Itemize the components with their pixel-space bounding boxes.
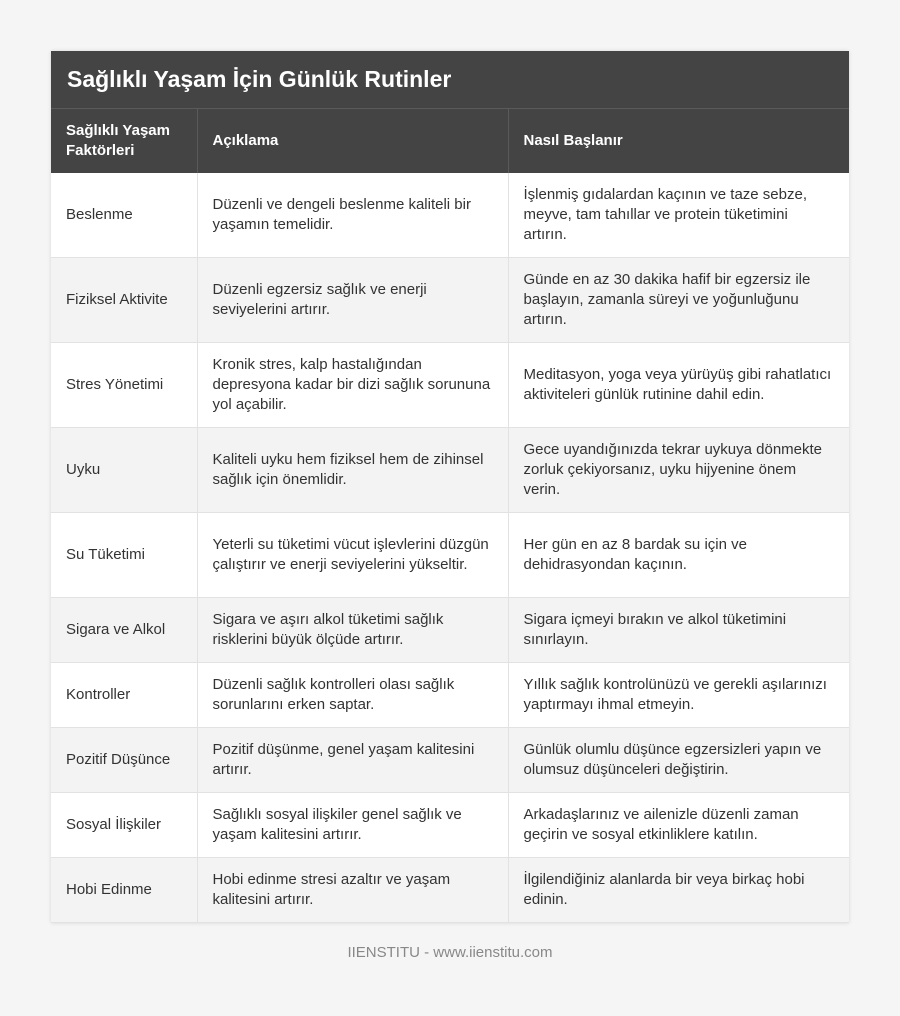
table-row (51, 258, 849, 343)
factor-cell: Pozitif Düşünce (51, 728, 197, 793)
how-to-start-cell: Yıllık sağlık kontrolünüzü ve gerekli aşılarınızı yaptırmayı ihmal etmeyin. (508, 663, 849, 728)
footer-credit: IIENSTITU - www.iienstitu.com (347, 944, 553, 961)
description-cell: Hobi edinme stresi azaltır ve yaşam kalitesini artırır. (197, 858, 508, 923)
table-row (51, 513, 849, 598)
description-cell: Yeterli su tüketimi vücut işlevlerini düzgün çalıştırır ve enerji seviyelerini yükseltir. (197, 513, 508, 598)
how-to-start-cell: Günde en az 30 dakika hafif bir egzersiz ile başlayın, zamanla süreyi ve yoğunluğunu artırın. (508, 258, 849, 343)
factor-cell: Uyku (51, 428, 197, 513)
factor-cell: Hobi Edinme (51, 858, 197, 923)
description-cell: Sigara ve aşırı alkol tüketimi sağlık risklerini büyük ölçüde artırır. (197, 598, 508, 663)
table-row (51, 793, 849, 858)
factor-cell: Beslenme (51, 173, 197, 258)
table-row (51, 598, 849, 663)
description-cell: Pozitif düşünme, genel yaşam kalitesini artırır. (197, 728, 508, 793)
table-title: Sağlıklı Yaşam İçin Günlük Rutinler (51, 51, 849, 109)
table-row (51, 728, 849, 793)
how-to-start-cell: İşlenmiş gıdalardan kaçının ve taze sebze, meyve, tam tahıllar ve protein tüketimini artırın. (508, 173, 849, 258)
column-header-description: Açıklama (197, 109, 508, 173)
description-cell: Sağlıklı sosyal ilişkiler genel sağlık ve yaşam kalitesini artırır. (197, 793, 508, 858)
factor-cell: Sigara ve Alkol (51, 598, 197, 663)
description-cell: Düzenli ve dengeli beslenme kaliteli bir yaşamın temelidir. (197, 173, 508, 258)
description-cell: Kaliteli uyku hem fiziksel hem de zihinsel sağlık için önemlidir. (197, 428, 508, 513)
factor-cell: Su Tüketimi (51, 513, 197, 598)
table-row (51, 173, 849, 258)
how-to-start-cell: Arkadaşlarınız ve ailenizle düzenli zaman geçirin ve sosyal etkinliklere katılın. (508, 793, 849, 858)
how-to-start-cell: Gece uyandığınızda tekrar uykuya dönmekte zorluk çekiyorsanız, uyku hijyenine önem verin. (508, 428, 849, 513)
table-row (51, 858, 849, 923)
how-to-start-cell: Her gün en az 8 bardak su için ve dehidrasyondan kaçının. (508, 513, 849, 598)
how-to-start-cell: Günlük olumlu düşünce egzersizleri yapın ve olumsuz düşünceleri değiştirin. (508, 728, 849, 793)
routine-table (51, 109, 849, 923)
table-row (51, 663, 849, 728)
factor-cell: Sosyal İlişkiler (51, 793, 197, 858)
table-row (51, 428, 849, 513)
description-cell: Kronik stres, kalp hastalığından depresyona kadar bir dizi sağlık sorununa yol açabilir. (197, 343, 508, 428)
description-cell: Düzenli egzersiz sağlık ve enerji seviyelerini artırır. (197, 258, 508, 343)
factor-cell: Stres Yönetimi (51, 343, 197, 428)
description-cell: Düzenli sağlık kontrolleri olası sağlık sorunlarını erken saptar. (197, 663, 508, 728)
column-header-factor: Sağlıklı Yaşam Faktörleri (51, 109, 197, 173)
how-to-start-cell: İlgilendiğiniz alanlarda bir veya birkaç hobi edinin. (508, 858, 849, 923)
table-header-row (51, 109, 849, 173)
how-to-start-cell: Sigara içmeyi bırakın ve alkol tüketimini sınırlayın. (508, 598, 849, 663)
table-row (51, 343, 849, 428)
factor-cell: Fiziksel Aktivite (51, 258, 197, 343)
routine-table-card (51, 51, 849, 923)
factor-cell: Kontroller (51, 663, 197, 728)
how-to-start-cell: Meditasyon, yoga veya yürüyüş gibi rahatlatıcı aktiviteleri günlük rutinine dahil edin. (508, 343, 849, 428)
column-header-how-to-start: Nasıl Başlanır (508, 109, 849, 173)
